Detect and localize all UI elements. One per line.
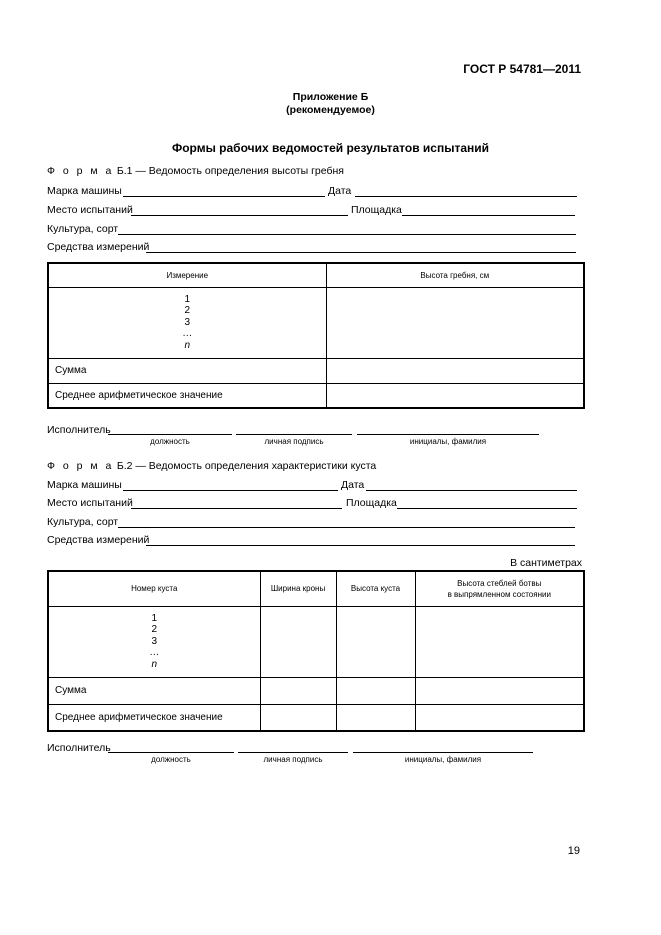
form1-numbers-cell <box>48 287 326 358</box>
form2-instruments-line[interactable] <box>146 545 575 546</box>
form2-mean-height-cell[interactable] <box>336 704 415 731</box>
form2-executor-label: Исполнитель <box>47 742 111 754</box>
form1-num-1: 1 <box>184 293 191 305</box>
form1-instruments-line[interactable] <box>146 252 576 253</box>
form1-plot-label: Площадка <box>351 204 402 216</box>
form2-instruments-label: Средства измерений <box>47 534 150 546</box>
form2-heading <box>47 460 376 472</box>
form2-height-values-cell[interactable] <box>336 606 415 677</box>
form2-sum-label: Сумма <box>48 677 260 704</box>
form2-col-stem-height-line2: в выпрямленном состоянии <box>447 589 551 599</box>
form1-prefix: Ф о р м а <box>47 165 114 177</box>
form2-col-crown-width: Ширина кроны <box>260 571 336 606</box>
form2-col-stem-height-line1: Высота стеблей ботвы <box>457 578 542 588</box>
form2-num-3: 3 <box>151 635 158 647</box>
form1-plot-line[interactable] <box>402 215 575 216</box>
form2-num-n: n <box>151 658 158 670</box>
form2-col-stem-height <box>415 571 584 606</box>
form1-table-header <box>48 263 584 287</box>
form1-title: Б.1 — Ведомость определения высоты гребня <box>116 165 344 177</box>
table-row <box>48 383 584 408</box>
form1-col-measurement: Измерение <box>48 263 326 287</box>
form2-title: Б.2 — Ведомость определения характеристики куста <box>116 460 377 472</box>
form1-executor-label: Исполнитель <box>47 424 111 436</box>
form2-sum-stem-cell[interactable] <box>415 677 584 704</box>
form2-sign-caption: личная подпись <box>263 755 323 764</box>
page-number: 19 <box>567 845 580 857</box>
form2-position-caption: должность <box>151 755 191 764</box>
form1-name-line[interactable] <box>357 434 539 435</box>
form2-mean-stem-cell[interactable] <box>415 704 584 731</box>
form1-date-label: Дата <box>328 185 352 197</box>
form2-prefix: Ф о р м а <box>47 460 114 472</box>
form1-col-height: Высота гребня, см <box>326 263 584 287</box>
form1-sign-line[interactable] <box>236 434 352 435</box>
form2-num-1: 1 <box>151 612 158 624</box>
form2-numbers-cell <box>48 606 260 677</box>
form2-num-2: 2 <box>151 624 158 636</box>
form2-num-ellipsis: … <box>149 647 160 659</box>
form1-mean-cell[interactable] <box>326 383 584 408</box>
form2-sign-line[interactable] <box>238 752 348 753</box>
form2-crown-values-cell[interactable] <box>260 606 336 677</box>
appendix-status: (рекомендуемое) <box>286 104 375 116</box>
form1-crop-label: Культура, сорт <box>47 223 119 235</box>
form1-place-label: Место испытаний <box>47 204 133 216</box>
form2-crop-line[interactable] <box>118 527 575 528</box>
form1-name-caption: инициалы, фамилия <box>409 437 487 446</box>
form1-position-line[interactable] <box>108 434 232 435</box>
form1-sum-label: Сумма <box>48 358 326 383</box>
form2-crop-label: Культура, сорт <box>47 516 119 528</box>
form1-num-2: 2 <box>184 305 191 317</box>
form2-mean-crown-cell[interactable] <box>260 704 336 731</box>
form2-date-line[interactable] <box>366 490 577 491</box>
form1-machine-label: Марка машины <box>47 185 122 197</box>
form1-table <box>47 262 585 409</box>
form2-col-bush-number: Номер куста <box>48 571 260 606</box>
table-row <box>48 677 584 704</box>
form1-crop-line[interactable] <box>118 234 576 235</box>
form2-date-label: Дата <box>341 479 365 491</box>
form2-place-label: Место испытаний <box>47 497 133 509</box>
form2-machine-line[interactable] <box>123 490 338 491</box>
form2-stem-values-cell[interactable] <box>415 606 584 677</box>
form2-plot-line[interactable] <box>397 508 577 509</box>
form2-table-header <box>48 571 584 606</box>
form2-place-line[interactable] <box>131 508 342 509</box>
form1-heading <box>47 165 344 177</box>
form1-sign-caption: личная подпись <box>264 437 324 446</box>
form2-plot-label: Площадка <box>346 497 397 509</box>
form1-date-line[interactable] <box>355 196 577 197</box>
form1-position-caption: должность <box>150 437 190 446</box>
form2-sum-height-cell[interactable] <box>336 677 415 704</box>
form2-col-bush-height: Высота куста <box>336 571 415 606</box>
section-title: Формы рабочих ведомостей результатов испытаний <box>171 141 490 155</box>
form1-num-3: 3 <box>184 316 191 328</box>
form2-name-caption: инициалы, фамилия <box>404 755 482 764</box>
form1-instruments-label: Средства измерений <box>47 241 150 253</box>
form1-machine-line[interactable] <box>123 196 325 197</box>
form2-sum-crown-cell[interactable] <box>260 677 336 704</box>
form2-name-line[interactable] <box>353 752 533 753</box>
form2-machine-label: Марка машины <box>47 479 122 491</box>
appendix-title: Приложение Б <box>292 91 369 103</box>
form1-height-values-cell[interactable] <box>326 287 584 358</box>
table-row <box>48 358 584 383</box>
form1-mean-label: Среднее арифметическое значение <box>48 383 326 408</box>
form1-num-n: n <box>184 339 191 351</box>
form1-sum-cell[interactable] <box>326 358 584 383</box>
form2-table <box>47 570 585 732</box>
table-row <box>48 606 584 677</box>
form2-mean-label: Среднее арифметическое значение <box>48 704 260 731</box>
form1-place-line[interactable] <box>131 215 348 216</box>
table-row <box>48 704 584 731</box>
form1-num-ellipsis: … <box>182 328 193 340</box>
form2-units: В сантиметрах <box>510 557 582 569</box>
table-row <box>48 287 584 358</box>
form2-position-line[interactable] <box>108 752 234 753</box>
standard-number: ГОСТ Р 54781—2011 <box>463 62 581 76</box>
